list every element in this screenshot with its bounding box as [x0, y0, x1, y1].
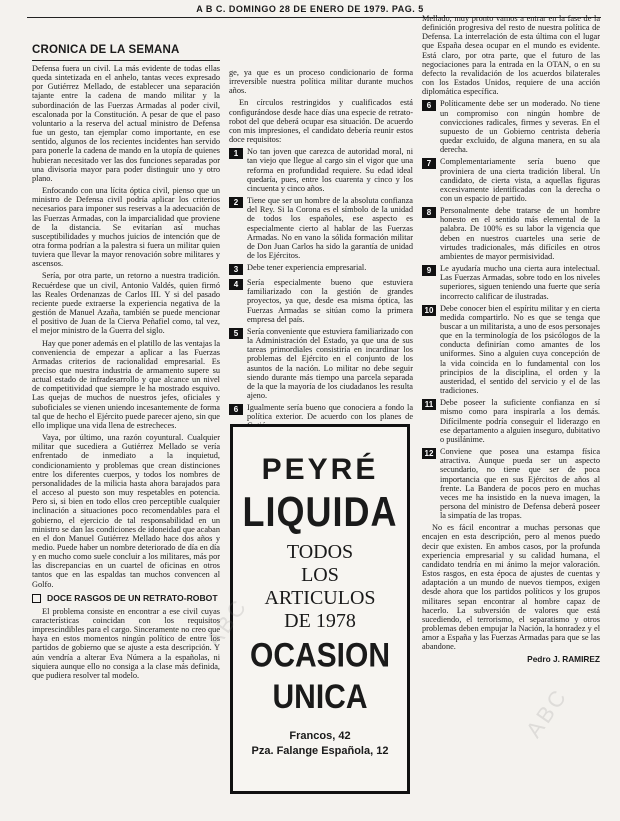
item-number: 9 [422, 265, 436, 276]
ad-line: TODOS [286, 541, 354, 563]
item-number: 11 [422, 399, 436, 410]
column-3 [422, 14, 600, 806]
item-number: 3 [229, 264, 243, 275]
item-number: 2 [229, 197, 243, 208]
item-text: Conviene que posea una estampa física atractiva. Aunque pueda ser un aspecto secundario, no tiene que ser de poca importancia que en sus Ejércitos de años al frente. La Bandera de pocos pero en muchas veces me ha insistido en la nueva imagen, la persona del ministro de Defensa deberá poseer la simpatía de las tropas. [440, 447, 600, 521]
ad-headline: LIQUIDA [242, 487, 398, 535]
col2-paragraph: ge, ya que es un proceso condicionario de forma irreversible nuestra política militar durante muchos años. [229, 68, 413, 96]
ad-body [233, 541, 407, 633]
ad-address [233, 729, 407, 759]
page-header: A B C. DOMINGO 28 DE ENERO DE 1979. PAG. 5 [196, 4, 424, 14]
requirement-item [422, 398, 600, 444]
item-number: 1 [229, 148, 243, 159]
item-number: 6 [229, 404, 243, 415]
col3-tail-paragraph: No es fácil encontrar a muchas personas que encajen en esta descripción, pero al menos puedo decir que existen. En ambos casos, por la profunda experiencia empresarial y su calidad humana, el candidato tendría en mi ánimo la mejor valoración. Estos rasgos, en esta época de ajustes de cuentas y adaptación a un mundo de nuevos tiempos, exigen desde ahora que los partidos políticos y los grupos militares sepan encontrar al hombre capaz de hacerlo. La subversión de valores que está sucediendo, el terrorismo, el separatismo y otros problemas deben empujar la Nación, la honradez y el amor a España y las Fuerzas Armadas para que se las abandone. [422, 523, 600, 652]
requirement-item [229, 327, 413, 400]
col1-tail-paragraph: El problema consiste en encontrar a ese civil cuyas características coincidan con los requisitos imprescindibles para el cargo. Sinceramente no creo que haya en estos momentos ningún político de entre los partidos de gobierno que se ajuste a esta descripción. Y aún vendría a alterar Eva Númera a la españolas, ni siquiera aunque ello no consiga a la clase más definida, que pudiera resolver tal modelo. [32, 606, 220, 680]
item-number: 10 [422, 305, 436, 316]
section-title: CRONICA DE LA SEMANA [32, 44, 180, 56]
ad-headline-line: UNICA [272, 678, 368, 717]
ad-headline-line: OCASION [249, 636, 390, 675]
item-text: No tan joven que carezca de autoridad moral, ni tan viejo que llegue al cargo sin el vigor que una reforma en profundidad requiere. Su edad ideal quedaría, pues, entre los cuarenta y cinco y los cincuenta y cinco años. [247, 147, 413, 193]
subhead [32, 593, 220, 603]
item-number: 8 [422, 207, 436, 218]
item-text: Sería conveniente que estuviera familiarizado con la Administración del Estado, ya que una de sus tareas primordiales consistiría en incardinar los problemas del Ejército en el conjunto de los asuntos de la nación. Lo militar no debe seguir siendo durante más tiempo una parcela separada de la que la mayoría de los ciudadanos les resulta ajeno. [247, 326, 413, 400]
item-number: 7 [422, 158, 436, 169]
item-text: Tiene que ser un hombre de la absoluta confianza del Rey. Si la Corona es el símbolo de la unidad de todos los españoles, ese aspecto es especialmente cierto al hablar de las Fuerzas Armadas. No en vano la sólida formación militar de Don Juan Carlos ha sido la garantía de unidad de los Ejércitos. [247, 196, 413, 260]
col1-paragraph: Enfocando con una lícita óptica civil, pienso que un ministro de Defensa civil podría aplicar los criterios necesarios para imponer sus reservas a la adecuación de las Fuerzas Armadas, con la imparcialidad que proviene de la distancia. Se evitarían así muchas susceptibilidades y muchos juicios de intención que de otra forma podrían a la palestra si fuera un militar quien tuviera que llevar la mayor renovación sobre militares y ascensos. [32, 186, 220, 269]
ad-address-line: Francos, 42 [289, 730, 351, 742]
checkbox-icon [32, 594, 41, 603]
col2-paragraph: En círculos restringidos y cualificados está configurándose desde hace días una especie de retrato-robot del que deberá ocupar esa situación. De acuerdo con mis impresiones, el candidato debería reunir estos doce requisitos: [229, 98, 413, 145]
section-rule [32, 60, 220, 61]
item-number: 12 [422, 448, 436, 459]
item-text: Debe tener experiencia empresarial. [247, 263, 367, 273]
requirement-item [229, 196, 413, 260]
watermark: ABC [200, 593, 253, 653]
requirement-item [422, 304, 600, 396]
requirement-item [422, 447, 600, 520]
ad-brand: PEYRÉ [261, 453, 379, 486]
item-number: 4 [229, 279, 243, 290]
col3-paragraph: Mellado, muy pronto vamos a entrar en la fase de la definición progresiva del resto de nuestra política de Defensa. La interrelación de esta última con el lugar que España desea ocupar en el mundo es evidente. Está claro, por otra parte, que el futuro de las negociaciones para la entrada en la OTAN, o en su defecto la revalidación de los acuerdos bilaterales con los Estados Unidos, requiere de una acción diplomática específica. [422, 14, 600, 97]
item-text: Sería especialmente bueno que estuviera familiarizado con la gestión de grandes proyectos, ya que, desde esa misma óptica, las Fuerzas Armadas se sitúan como la primera empresa del país. [247, 278, 413, 324]
col1-paragraph: Hay que poner además en el platillo de las ventajas la conveniencia de empezar a aplicar a las Fuerzas Armadas criterios de racionalidad empresarial. Es preciso que nuestra industria de armamento supere su actual estado de infradesarrollo y que alcance un nivel de competitividad que siempre le ha mostrado esquivo. Las quejas de muchos de nuestros jefes, oficiales y suboficiales se vienen uniendo incesantemente de forma tal que de hecho el Ejército puede parecer ajeno, sin que ello implique una vida llena de estrecheces. [32, 338, 220, 430]
subhead-text: DOCE RASGOS DE UN RETRATO-ROBOT [47, 592, 218, 603]
col1-paragraph: Defensa fuera un civil. La más evidente de todas ellas queda sintetizada en el anhelo, tantas veces expresado por Gutiérrez Mellado, de establecer una separación tajante entre la cadena de mando militar y la subordinación de las Fuerzas Armadas al poder civil, escalonada por la Constitución. A pesar de que el paso voluntario a la reserva del actual ministro de Defensa fue un gesto, tan ejemplar como importante, en ese sentido, algunos de los recientes incidentes han servido para ponerle la cadena de mando en la utopía de quienes hubieran necesitado ver las dos funciones separadas por una divisoria mayor para poder distinguir uno y otro plano. [32, 64, 220, 183]
item-text: Personalmente debe tratarse de un hombre honesto en el sentido más elemental de la palabra. De 100% es su labor la vigencia que deben en nuestros cuarteles una serie de virtudes tradicionales, más difíciles en otros ambientes de mayor permisividad. [440, 206, 600, 261]
requirement-item [422, 99, 600, 154]
item-number: 5 [229, 328, 243, 339]
col1-paragraph: Vaya, por último, una razón coyuntural. Cualquier militar que sucediera a Gutiérrez Mellado se vería enfrentado de inmediato a la inquietud, condicionamiento y problemas que crean distinciones entre los diferentes cuerpos, y todos los nombres de personalidades de la milicia hasta ahora barajados para el acceso al puesto son muy respetables en potencia. Pero si, si bien en todo ellos creo perceptible cualquier inclinación a situaciones poco recomendables para el gobierno, el ejercicio de tal responsabilidad en un ministro se dan las condiciones de idoneidad que acaban en el don Manuel Gutiérrez Mellado hace dos años y medio. Puede haber un nombre deteriorado de día en día y en mucho como suele concluir a los militares, más por las discrepancias en un cuartel de oficinas en otros tantos que en las espaldas tan muchos convencen al Golfo. [32, 433, 220, 589]
column-2 [229, 68, 413, 463]
advertisement-box [230, 424, 410, 794]
requirement-item [229, 278, 413, 324]
requirement-item [422, 206, 600, 261]
ad-headline-2 [233, 636, 407, 719]
col1-paragraph: Sería, por otra parte, un retorno a nuestra tradición. Recuérdese que un civil, Antonio Valdés, quien firmó las Reales Ordenanzas de Carlos III. Y si del pasado reciente puede extraerse la experiencia negativa de la gestión de Manuel Azaña, también se puede mencionar el positivo de Juan de la Cierva Peñafiel como, tal vez, el mejor ministro de la Guerra del siglo. [32, 271, 220, 336]
ad-line: ARTICULOS [264, 587, 376, 609]
item-text: Complementariamente sería bueno que proviniera de una cierta tradición liberal. Un candidato, de cierta vista, a aquellas figuras excesivamente identificadas con la derecha o con un espacio de partido. [440, 157, 600, 203]
item-text: Debe conocer bien el espíritu militar y en cierta medida compartirlo. No es que se tenga que buscar a un militarista, a uno de esos personajes que en la terminología de los psicólogos de la conducta definirían como amantes de los uniformes. Sino a alguien cuya concepción de la vida coincida en lo fundamental con los principios de la disciplina, el orden y la austeridad, el sentido del servicio y el de las tradiciones. [440, 303, 600, 396]
author-signature: Pedro J. RAMIREZ [527, 654, 600, 665]
requirement-item [422, 264, 600, 301]
item-number: 6 [422, 100, 436, 111]
ad-line: LOS [301, 564, 339, 586]
item-text: Políticamente debe ser un moderado. No tiene un compromiso con ningún hombre de convicciones radicales, firmes y severas. En el supuesto de un Gobierno centrista debería quedar excluido, de alguna manera, en su ala derecha. [440, 99, 600, 155]
ad-line: DE 1978 [284, 610, 356, 632]
item-text: Igualmente sería bueno que conociera a fondo la política exterior. De acuerdo con los planes de [247, 403, 413, 422]
requirement-item [422, 157, 600, 203]
item-text: Debe poseer la suficiente confianza en sí mismo como para inspirarla a los demás. Difícilmente podría conseguir el liderazgo en ese departamento a alguien inseguro, dubitativo o pusilánime. [440, 398, 600, 444]
watermark: ABC [520, 683, 573, 743]
ad-address-line: Pza. Falange Española, 12 [251, 745, 389, 757]
column-1 [32, 24, 220, 814]
item-text: Le ayudaría mucho una cierta aura intelectual. Las Fuerzas Armadas, sobre todo en los niveles superiores, siguen teniendo una fuerte que sería incorrecto calificar de ilustradas. [440, 264, 600, 301]
requirement-item [229, 147, 413, 193]
requirement-item [229, 263, 413, 275]
